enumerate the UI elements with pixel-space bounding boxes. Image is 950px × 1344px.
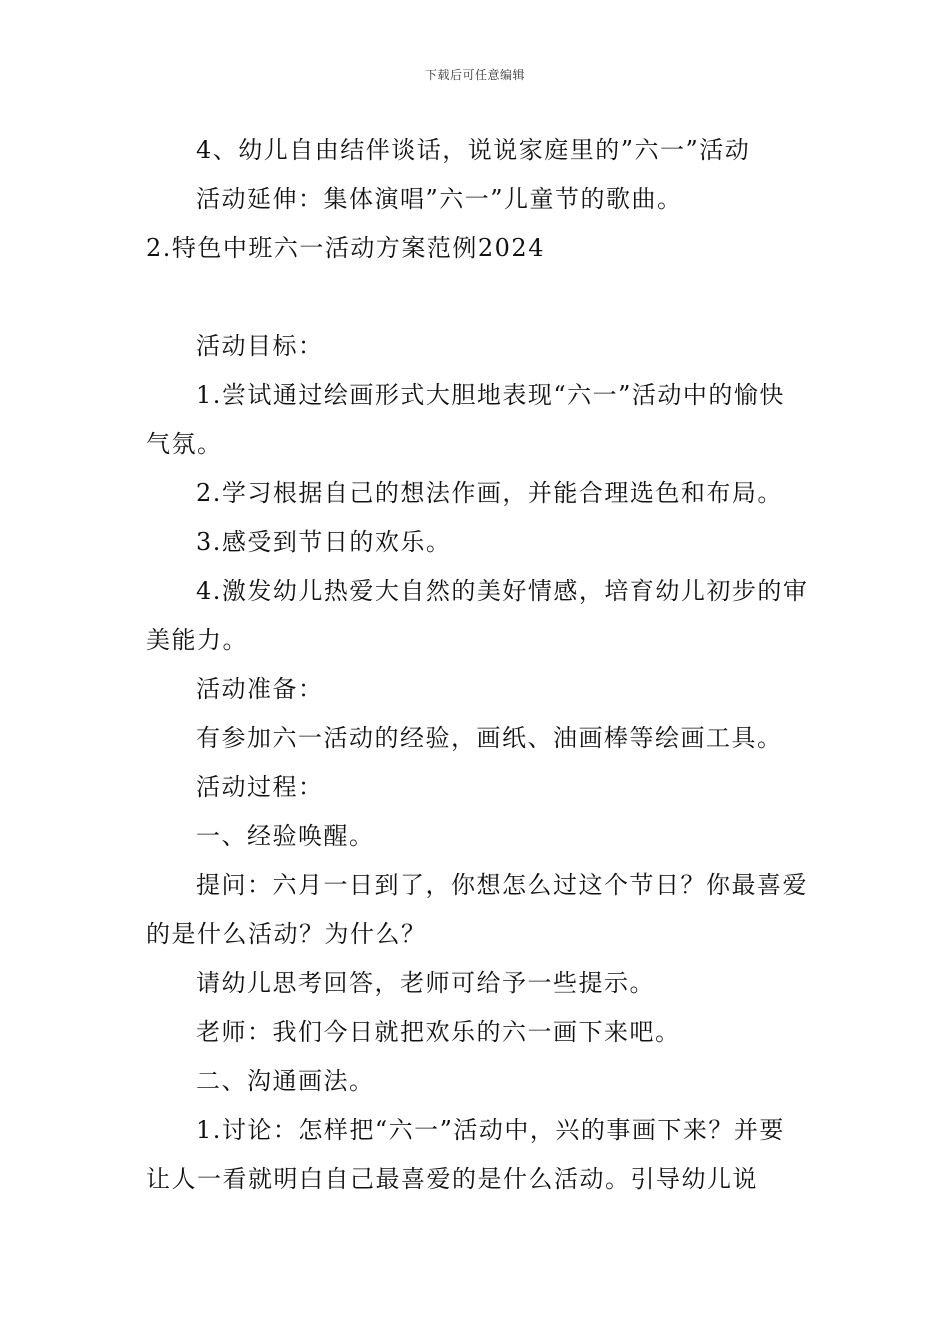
- paragraph: 3.感受到节日的欢乐。: [196, 528, 452, 556]
- paragraph: 2.学习根据自己的想法作画，并能合理选色和布局。: [196, 479, 783, 507]
- paragraph: 1.讨论：怎样把“六一”活动中，兴的事画下来？并要让人一看就明白自己最喜爱的是什么活动。引导幼儿说: [146, 1116, 785, 1193]
- paragraph: 4.激发幼儿热爱大自然的美好情感，培育幼儿初步的审美能力。: [146, 577, 809, 654]
- paragraph: 提问：六月一日到了，你想怎么过这个节日？你最喜爱的是什么活动？为什么？: [146, 871, 808, 948]
- paragraph: 有参加六一活动的经验，画纸、油画棒等绘画工具。: [196, 724, 783, 752]
- paragraph: 活动准备：: [196, 675, 324, 703]
- paragraph: 4、幼儿自由结伴谈话，说说家庭里的”六一”活动: [196, 136, 751, 164]
- paragraph: 一、经验唤醒。: [196, 822, 375, 850]
- document-body: [146, 126, 810, 1204]
- paragraph: 活动目标：: [196, 332, 324, 360]
- paragraph: 二、沟通画法。: [196, 1067, 375, 1095]
- page-header: 下载后可任意编辑: [424, 68, 525, 82]
- paragraph: 老师：我们今日就把欢乐的六一画下来吧。: [196, 1018, 681, 1046]
- paragraph: 1.尝试通过绘画形式大胆地表现“六一”活动中的愉快气氛。: [146, 381, 785, 458]
- paragraph: 活动延伸：集体演唱”六一”儿童节的歌曲。: [196, 185, 683, 213]
- section-heading: 2.特色中班六一活动方案范例2024: [146, 234, 545, 262]
- paragraph: 请幼儿思考回答，老师可给予一些提示。: [196, 969, 655, 997]
- paragraph: 活动过程：: [196, 773, 324, 801]
